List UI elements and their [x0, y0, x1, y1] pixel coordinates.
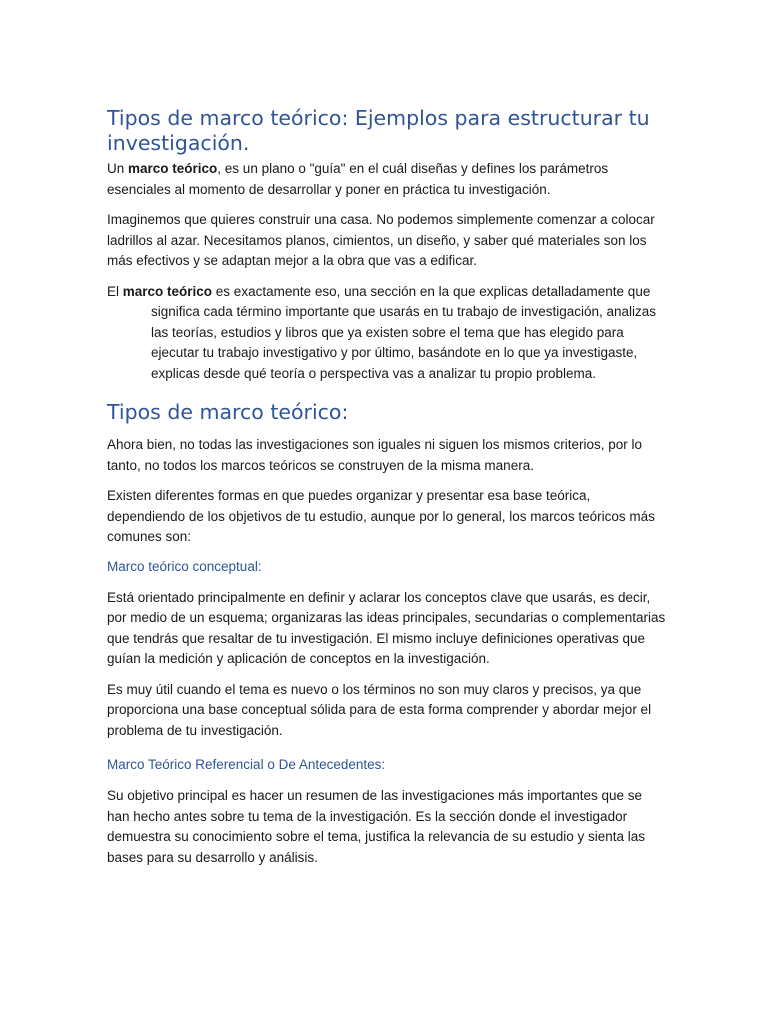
intro-paragraph-1: [107, 159, 667, 200]
conceptual-paragraph-1: Está orientado principalmente en definir y aclarar los conceptos clave que usarás, es decir, por medio de un esquema; organizaras las ideas principales, secundarias o complementarias que tendrás que resaltar de tu investigación. El mismo incluye definiciones operativas que guían la medición y aplicación de conceptos en la investigación.: [107, 589, 666, 666]
subheading-conceptual: Marco teórico conceptual:: [107, 558, 262, 574]
intro-p3-bold-term: marco teórico: [122, 283, 213, 299]
intro-paragraph-2: Imaginemos que quieres construir una casa. No podemos simplemente comenzar a colocar ladrillos al azar. Necesitamos planos, cimientos, un diseño, y saber qué materiales son los más efectivos y se adaptan mejor a la obra que vas a edificar.: [107, 212, 655, 268]
section1-paragraph-1: Ahora bien, no todas las investigaciones son iguales ni siguen los mismos criterios, por lo tanto, no todos los marcos teóricos se construyen de la misma manera.: [107, 437, 643, 473]
intro-p1-bold-term: marco teórico: [128, 161, 218, 176]
section1-paragraph-2: Existen diferentes formas en que puedes organizar y presentar esa base teórica, dependiendo de los objetivos de tu estudio, aunque por lo general, los marcos teóricos más comunes son:: [107, 488, 655, 544]
intro-p1-lead: Un: [107, 161, 129, 176]
intro-p1-rest: , es un plano o "guía" en el cuál diseñas y defines los parámetros esenciales al momento de desarrollar y poner en práctica tu investigación.: [107, 161, 609, 197]
intro-p3-rest: es exactamente eso, una sección en la que explicas detalladamente que significa cada término importante que usarás en tu trabajo de investigación, analizas las teorías, estudios y libros que ya existen sobre el tema que has elegido para ejecutar tu trabajo investigativo y por último, basándote en lo que ya investigaste, explicas desde qué teoría o perspectiva vas a analizar tu propio problema.: [151, 283, 657, 381]
intro-p3-lead: El: [107, 283, 123, 299]
document-title: Tipos de marco teórico: Ejemplos para estructurar tu investigación.: [107, 106, 650, 155]
document-page: [107, 106, 667, 868]
intro-paragraph-3: [107, 282, 667, 385]
referencial-paragraph-1: Su objetivo principal es hacer un resumen de las investigaciones más importantes que se han hecho antes sobre tu tema de la investigación. Es la sección donde el investigador demuestra su conocimiento sobre el tema, justifica la relevancia de su estudio y sienta las bases para su desarrollo y análisis.: [107, 788, 646, 865]
subheading-referencial: Marco Teórico Referencial o De Antecedentes:: [107, 757, 386, 772]
conceptual-paragraph-2: Es muy útil cuando el tema es nuevo o los términos no son muy claros y precisos, ya que proporciona una base conceptual sólida para de esta forma comprender y abordar mejor el problema de tu investigación.: [107, 681, 652, 738]
section-heading-tipos: Tipos de marco teórico:: [107, 400, 349, 424]
